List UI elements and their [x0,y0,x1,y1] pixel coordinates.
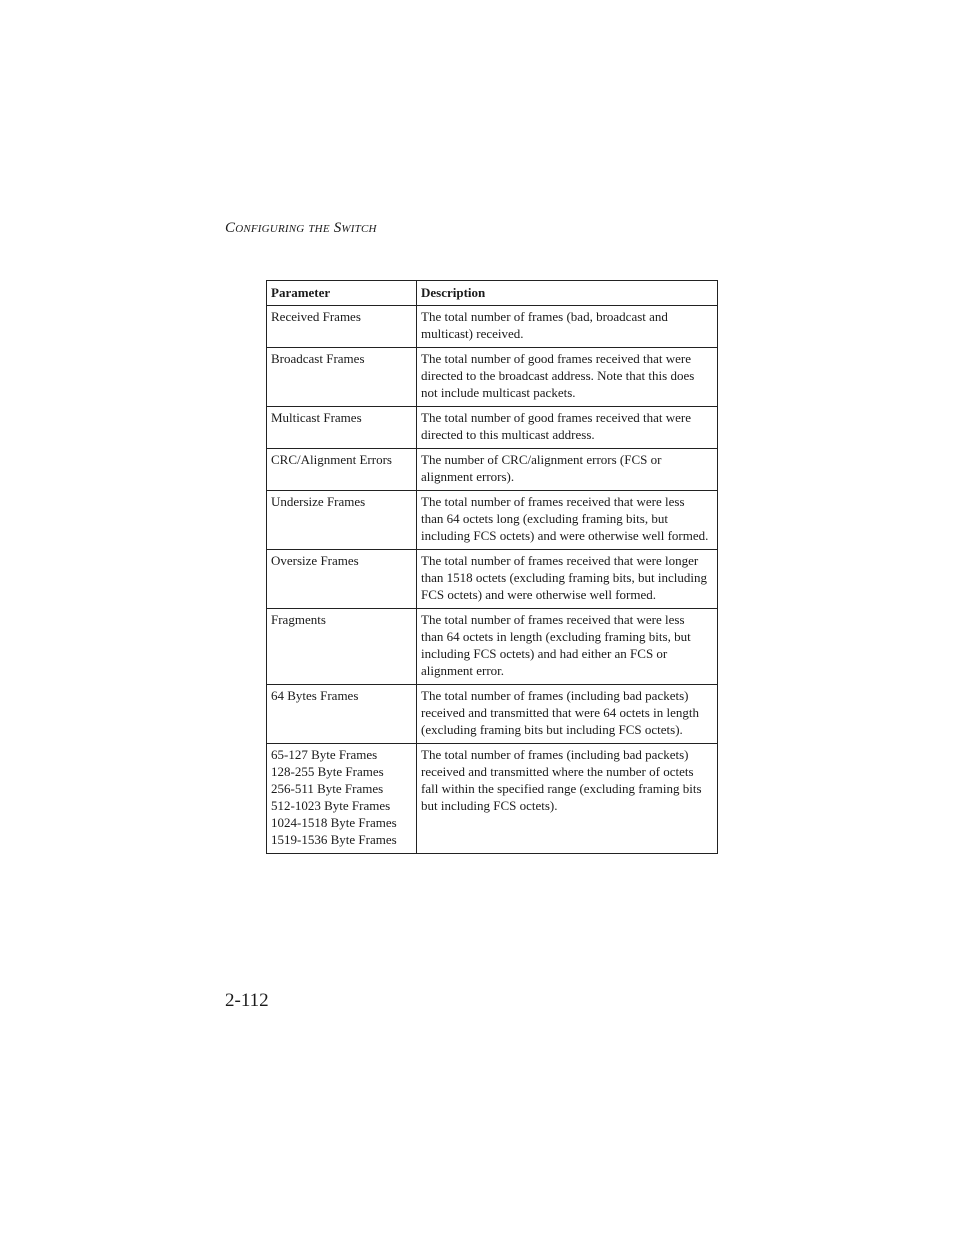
table-row [267,609,718,685]
description-line: than 64 octets long (excluding framing bits, but [421,511,668,526]
parameter-name: 64 Bytes Frames [271,688,359,703]
description-cell [417,609,718,685]
description-line: received and transmitted where the number of octets [421,764,694,779]
parameter-name: 512-1023 Byte Frames [271,798,391,813]
parameter-name: 128-255 Byte Frames [271,764,384,779]
parameter-cell [267,407,417,449]
table-row [267,744,718,854]
table-row [267,685,718,744]
description-line: The total number of frames received that were less [421,612,685,627]
description-cell [417,449,718,491]
column-header-description: Description [417,281,718,306]
description-line: The total number of good frames received that were [421,351,691,366]
description-line: The total number of frames (including bad packets) [421,747,689,762]
description-line: fall within the specified range (excluding framing bits [421,781,702,796]
running-header: Configuring the Switch [225,220,377,236]
page-number: 2-112 [225,990,269,1011]
parameter-cell [267,550,417,609]
description-line: FCS octets) and were otherwise well formed. [421,587,657,602]
parameter-name: Oversize Frames [271,553,359,568]
description-cell [417,407,718,449]
description-cell [417,491,718,550]
description-line: The number of CRC/alignment errors (FCS or [421,452,662,467]
description-line: but including FCS octets). [421,798,558,813]
description-line: directed to the broadcast address. Note that this does [421,368,695,383]
description-line: The total number of frames (bad, broadcast and [421,309,668,324]
parameter-name: 1519-1536 Byte Frames [271,832,397,847]
description-line: not include multicast packets. [421,385,576,400]
description-cell [417,306,718,348]
table-row [267,491,718,550]
parameter-cell [267,348,417,407]
description-line: The total number of frames received that were longer [421,553,699,568]
description-cell [417,744,718,854]
table-row [267,407,718,449]
description-line: alignment error. [421,663,505,678]
parameter-name: Multicast Frames [271,410,362,425]
description-line: multicast) received. [421,326,524,341]
table-row [267,306,718,348]
parameter-cell [267,491,417,550]
table-row [267,449,718,491]
description-line: The total number of frames (including bad packets) [421,688,689,703]
table-row [267,348,718,407]
parameter-name: Received Frames [271,309,361,324]
parameter-cell [267,744,417,854]
parameter-cell [267,306,417,348]
description-line: directed to this multicast address. [421,427,595,442]
description-line: The total number of frames received that were less [421,494,685,509]
description-line: received and transmitted that were 64 octets in length [421,705,699,720]
parameter-name: Undersize Frames [271,494,366,509]
table-header-row [267,281,718,306]
parameter-cell [267,449,417,491]
parameter-cell [267,609,417,685]
table-body [267,306,718,854]
parameter-name: 1024-1518 Byte Frames [271,815,397,830]
parameter-name: Fragments [271,612,326,627]
description-line: The total number of good frames received that were [421,410,691,425]
parameter-cell [267,685,417,744]
description-line: including FCS octets) and were otherwise well formed. [421,528,709,543]
parameter-name: 256-511 Byte Frames [271,781,384,796]
parameter-name: 65-127 Byte Frames [271,747,378,762]
description-line: alignment errors). [421,469,515,484]
table-row [267,550,718,609]
description-cell [417,685,718,744]
description-cell [417,550,718,609]
description-line: (excluding framing bits but including FCS octets). [421,722,683,737]
description-line: than 64 octets in length (excluding framing bits, but [421,629,691,644]
description-line: than 1518 octets (excluding framing bits, but including [421,570,707,585]
description-cell [417,348,718,407]
column-header-parameter: Parameter [267,281,417,306]
description-line: including FCS octets) and had either an FCS or [421,646,668,661]
parameter-table [266,280,718,854]
parameter-name: CRC/Alignment Errors [271,452,392,467]
parameter-name: Broadcast Frames [271,351,365,366]
